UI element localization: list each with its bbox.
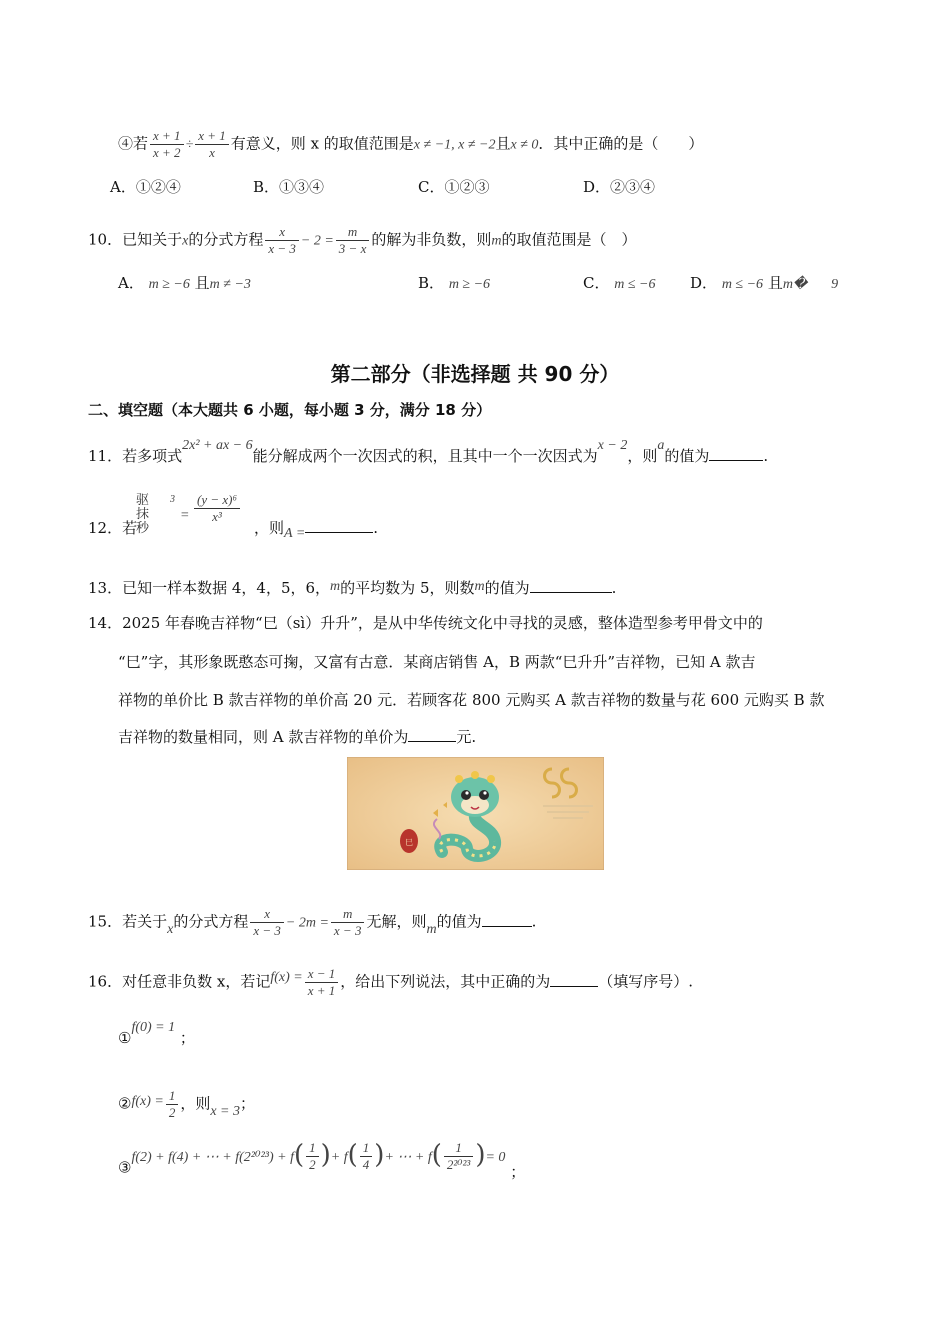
- q12-rest: [254, 518, 378, 540]
- q16-text: ，给出下列说法，其中正确的为: [340, 972, 551, 991]
- paren-left: (: [431, 1139, 442, 1170]
- math-var: m: [426, 921, 437, 937]
- math-op: − 2 =: [300, 233, 334, 249]
- q12-fraction: [194, 492, 240, 525]
- fraction-denominator: x + 2: [153, 145, 181, 160]
- option-math: m ≥ −6: [148, 277, 190, 292]
- q9-item4-tail: ．其中正确的是（ ）: [538, 134, 704, 153]
- question-number: 15．: [88, 912, 123, 931]
- item-math: x = 3: [210, 1103, 241, 1119]
- item-end: ；: [179, 1029, 195, 1047]
- q9-option-d: [583, 176, 655, 197]
- option-math: m�: [782, 277, 808, 292]
- answer-blank[interactable]: [482, 912, 532, 927]
- question-number: 12．: [88, 519, 123, 537]
- option-label: C．: [418, 178, 445, 196]
- q10-option-a: [118, 272, 251, 293]
- option-math: m ≤ −6: [614, 277, 656, 292]
- item-math: f(0) = 1: [131, 1020, 176, 1035]
- q14-line2: “巳”字，其形象既憨态可掬，又富有古意．某商店销售 A，B 两款“巳升升”吉祥物，已知 A 款吉: [118, 653, 756, 671]
- fraction-numerator: x − 1: [305, 966, 339, 983]
- question-number: 16．: [88, 972, 123, 991]
- paren-left: (: [293, 1139, 305, 1170]
- q14-text: 2025 年春晚吉祥物“巳（sì）升升”，是从中华传统文化中寻找的灵感，整体造型参考甲骨文中的: [122, 614, 763, 632]
- math-op: − 2m =: [285, 915, 329, 931]
- q15-end: .: [531, 912, 537, 931]
- exponent: 3: [170, 494, 175, 505]
- item-math: + ⋯ + f: [384, 1149, 432, 1165]
- q12-end: .: [373, 519, 379, 537]
- q13: [88, 578, 616, 600]
- fraction-denominator: x + 1: [307, 983, 336, 998]
- q14-line1: [88, 613, 763, 633]
- q11-end: .: [763, 447, 769, 465]
- option-label: D．: [583, 178, 611, 196]
- answer-blank[interactable]: [709, 446, 763, 461]
- math-var: m: [330, 579, 341, 594]
- q11: [88, 438, 769, 468]
- fraction-numerator: 1: [360, 1140, 373, 1157]
- svg-text:巳: 巳: [405, 838, 413, 847]
- fraction-denominator: 3 − x: [338, 241, 367, 256]
- fraction-3: [444, 1140, 473, 1173]
- item-label: ③: [118, 1158, 132, 1177]
- option-value: ①②③: [444, 178, 490, 196]
- q10-text: 的分式方程: [188, 230, 264, 249]
- polynomial-math: 2x² + ax − 6: [182, 438, 253, 453]
- answer-blank[interactable]: [305, 518, 373, 533]
- q14-line3: 祥物的单价比 B 款吉祥物的单价高 20 元．若顾客花 800 元购买 A 款吉祥物的数量与花 600 元购买 B 款: [118, 691, 825, 709]
- fraction-numerator: 1: [306, 1140, 319, 1157]
- q9-option-c: [418, 176, 490, 197]
- div-sign: ÷: [185, 137, 194, 153]
- q10-option-c: [583, 272, 656, 293]
- fraction-numerator: x: [265, 224, 299, 241]
- q9-option-a: [110, 176, 181, 197]
- math-var: m: [491, 233, 502, 249]
- fraction-denominator: x³: [212, 509, 222, 524]
- function-math: f(x) =: [270, 969, 303, 985]
- option-math: m ≤ −6: [721, 277, 764, 292]
- item-math: = 0: [485, 1149, 506, 1165]
- option-value: ②③④: [610, 178, 656, 196]
- fraction-denominator: 2: [309, 1157, 316, 1172]
- q9-item4: [118, 128, 703, 161]
- q15-text: 的分式方程: [173, 912, 249, 931]
- item-end: ；: [240, 1094, 256, 1113]
- fraction-1: [306, 1140, 319, 1173]
- paren-right: ): [475, 1139, 486, 1170]
- q15: [88, 906, 536, 939]
- option-label: B．: [253, 178, 280, 196]
- option-label: A．: [118, 274, 144, 292]
- condition-math: x ≠ 0: [510, 137, 539, 153]
- fraction-2: [331, 906, 365, 939]
- question-number: 10．: [88, 230, 123, 249]
- option-math: m ≥ −6: [448, 277, 491, 292]
- fraction-numerator: x: [250, 906, 284, 923]
- math-var: a: [657, 438, 665, 453]
- fraction-numerator: m: [336, 224, 370, 241]
- q13-text: 已知一样本数据 4，4，5，6，: [122, 579, 331, 597]
- fraction-2: [336, 224, 370, 257]
- option-label: D．: [690, 274, 718, 292]
- fraction-1: [150, 128, 184, 161]
- q9-option-b: [253, 176, 324, 197]
- math-var: m: [474, 579, 485, 594]
- garbled-glyphs: 驱 抹 秒: [136, 493, 150, 536]
- snake-mascot-image: [347, 757, 604, 870]
- item-end: ；: [510, 1162, 526, 1181]
- fraction-numerator: 1: [166, 1088, 179, 1105]
- fraction: [305, 966, 339, 999]
- and-text: 且: [767, 274, 783, 292]
- q10-text: 的解为非负数，则: [371, 230, 492, 249]
- q16-text: 对任意非负数 x，若记: [122, 972, 271, 991]
- math-var: x: [182, 233, 189, 249]
- q9-item4-text: 有意义，则 x 的取值范围是: [230, 134, 414, 153]
- option-value: ①②④: [135, 178, 181, 196]
- q10-text: 的取值范围是（ ）: [501, 230, 637, 249]
- paren-right: ): [320, 1139, 331, 1170]
- paren-left: (: [347, 1139, 358, 1170]
- item-math: f(x) =: [131, 1093, 164, 1109]
- q10-option-b: [418, 272, 490, 293]
- equals-sign: =: [180, 508, 190, 523]
- part2-title: 第二部分（非选择题 共 90 分）: [330, 362, 620, 386]
- q16-item3: [118, 1139, 526, 1185]
- fraction-denominator: 2: [168, 1105, 176, 1120]
- item-label: ②: [118, 1094, 132, 1113]
- fraction-numerator: m: [331, 906, 365, 923]
- fraction-numerator: 1: [444, 1140, 473, 1157]
- seal-stamp-icon: [400, 829, 418, 853]
- q11-text: ，则: [627, 447, 658, 465]
- math-var: x: [167, 921, 174, 937]
- option-label: A．: [110, 178, 136, 196]
- answer-blank[interactable]: [550, 972, 598, 987]
- fraction-2: [195, 128, 229, 161]
- q16-item1: [118, 1020, 195, 1050]
- option-label: B．: [418, 274, 445, 292]
- q14-text: 元.: [456, 728, 477, 746]
- answer-blank[interactable]: [408, 727, 456, 742]
- answer-blank[interactable]: [530, 578, 612, 593]
- q12-text: ，则: [254, 519, 285, 537]
- fraction-denominator: x − 3: [268, 241, 296, 256]
- fraction-denominator: x − 3: [333, 923, 362, 938]
- condition-math: x ≠ −1, x ≠ −2: [413, 137, 496, 153]
- fraction-denominator: x: [209, 145, 215, 160]
- q16-item2: [118, 1088, 255, 1121]
- fraction-numerator: (y − x)⁶: [194, 492, 240, 509]
- fraction-denominator: 2²⁰²³: [446, 1157, 471, 1172]
- fraction-numerator: x + 1: [195, 128, 229, 145]
- question-number: 14．: [88, 614, 123, 632]
- fraction-1: [250, 906, 284, 939]
- q10-text: 已知关于: [122, 230, 183, 249]
- q10-option-d: [690, 272, 838, 293]
- section2-title: 二、填空题（本大题共 6 小题，每小题 3 分，满分 18 分）: [88, 401, 492, 419]
- fraction-numerator: x + 1: [150, 128, 184, 145]
- item-math: f(2) + f(4) + ⋯ + f(2²⁰²³) + f: [131, 1149, 294, 1165]
- q15-text: 若关于: [122, 912, 168, 931]
- q11-text: 能分解成两个一次因式的积，且其中一个一次因式为: [252, 447, 598, 465]
- option-math: 9: [831, 277, 839, 292]
- q10: [88, 224, 637, 257]
- item-text: ，则: [180, 1094, 211, 1113]
- q12: [88, 518, 137, 538]
- item-label: ①: [118, 1029, 132, 1047]
- fraction: [166, 1088, 179, 1121]
- option-value: ①③④: [279, 178, 325, 196]
- q13-text: 的平均数为 5，则数: [340, 579, 475, 597]
- fraction-2: [360, 1140, 373, 1173]
- paren-right: ): [374, 1139, 385, 1170]
- q14-text: 吉祥物的数量相同，则 A 款吉祥物的单价为: [118, 728, 409, 746]
- fraction-denominator: x − 3: [253, 923, 281, 938]
- option-label: C．: [583, 274, 610, 292]
- q15-text: 的值为: [436, 912, 482, 931]
- fraction-denominator: 4: [362, 1157, 370, 1172]
- q16-text: （填写序号）.: [598, 972, 694, 991]
- factor-math: x − 2: [597, 438, 628, 453]
- question-number: 11．: [88, 447, 123, 465]
- q13-end: .: [611, 579, 617, 597]
- option-math: m ≠ −3: [209, 277, 251, 292]
- q16: [88, 966, 693, 999]
- question-number: 13．: [88, 579, 123, 597]
- and-text: 且: [194, 274, 210, 292]
- fraction-1: [265, 224, 299, 257]
- q9-item4-prefix: ④若: [118, 134, 149, 153]
- item-math: + f: [330, 1149, 348, 1165]
- q11-text: 的值为: [664, 447, 710, 465]
- q11-text: 若多项式: [122, 447, 183, 465]
- q13-text: 的值为: [484, 579, 530, 597]
- q14-line4: [118, 727, 476, 747]
- q15-text: 无解，则: [366, 912, 427, 931]
- lhs-math: A =: [284, 526, 306, 541]
- q12-text: 若: [122, 519, 138, 537]
- and-text: 且: [495, 134, 511, 153]
